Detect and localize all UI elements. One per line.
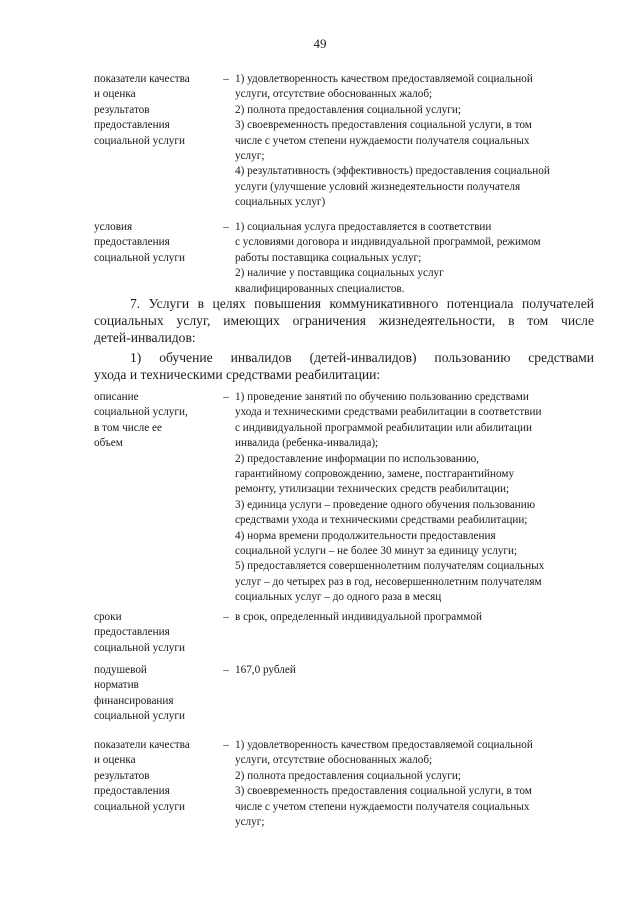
value-line: социальной услуги – не более 30 минут за единицу услуги; (235, 545, 518, 558)
conditions-row (94, 220, 594, 300)
row-value (235, 72, 597, 211)
label-line: условия (94, 221, 133, 233)
value-line: 4) результативность (эффективность) предоставления социальной (235, 165, 550, 178)
value-line: ухода и техническими средствами реабилитации в соответствии (235, 406, 542, 419)
value-line: 1) удовлетворенность качеством предоставляемой социальной (235, 739, 533, 751)
value-line: 5) предоставляется совершеннолетним получателям социальных (235, 560, 545, 573)
row-value (235, 738, 597, 830)
label-line: предоставления (94, 626, 170, 639)
value-line: социальных услуг – до одного раза в месяц (235, 591, 442, 604)
dash-separator: – (223, 221, 229, 233)
paragraph-line: социальных услуг, имеющих ограничения жизнедеятельности, в том числе (94, 312, 594, 328)
paragraph-line: 1) обучение инвалидов (детей-инвалидов) пользованию средствами (130, 350, 594, 365)
value-line: 1) удовлетворенность качеством предоставляемой социальной (235, 73, 533, 85)
dash-separator: – (223, 664, 229, 676)
value-line: 2) полнота предоставления социальной услуги; (235, 103, 461, 116)
row-label (94, 663, 214, 725)
row-value (235, 220, 597, 297)
value-line: 2) наличие у поставщика социальных услуг (235, 267, 444, 280)
label-line: подушевой (94, 664, 147, 676)
value-line: 3) своевременность предоставления социальной услуги, в том (235, 119, 532, 132)
label-line: социальной услуги (94, 710, 185, 723)
row-label (94, 390, 214, 452)
value-line: 3) своевременность предоставления социальной услуги, в том (235, 785, 532, 798)
paragraph-line: ухода и техническими средствами реабилитации: (94, 366, 381, 382)
value-line: 4) норма времени продолжительности предоставления (235, 529, 496, 542)
label-line: показатели качества (94, 73, 190, 85)
label-line: финансирования (94, 694, 174, 707)
label-line: объем (94, 437, 123, 450)
label-line: в том числе ее (94, 421, 162, 434)
label-line: предоставления (94, 119, 170, 132)
row-label (94, 220, 214, 266)
value-line: услуг – до четырех раз в год, несовершеннолетним получателям (235, 575, 542, 588)
paragraph-line: 7. Услуги в целях повышения коммуникативного потенциала получателей (130, 296, 594, 311)
label-line: и оценка (94, 754, 136, 767)
value-line: услуг; (235, 150, 265, 163)
value-line: в срок, определенный индивидуальной программой (235, 611, 482, 623)
label-line: социальной услуги, (94, 406, 188, 419)
label-line: описание (94, 391, 139, 403)
value-line: услуг; (235, 816, 265, 829)
value-line: 2) предоставление информации по использованию, (235, 452, 480, 465)
value-line: квалифицированных специалистов. (235, 282, 405, 295)
label-line: социальной услуги (94, 800, 185, 813)
value-line: 2) полнота предоставления социальной услуги; (235, 769, 461, 782)
label-line: предоставления (94, 236, 170, 249)
label-line: и оценка (94, 88, 136, 101)
value-line: с индивидуальной программой реабилитации или абилитации (235, 421, 532, 434)
quality-indicators-row (94, 738, 594, 833)
label-line: показатели качества (94, 739, 190, 751)
page-number: 49 (313, 36, 327, 51)
label-line: предоставления (94, 785, 170, 798)
value-line: числе с учетом степени нуждаемости получателя социальных (235, 134, 530, 147)
label-line: социальной услуги (94, 641, 185, 654)
value-line: 1) проведение занятий по обучению пользованию средствами (235, 391, 529, 403)
dash-separator: – (223, 73, 229, 85)
section-7-heading (94, 296, 594, 346)
label-line: социальной услуги (94, 251, 185, 264)
value-line: с условиями договора и индивидуальной программой, режимом (235, 236, 541, 249)
value-line: 167,0 рублей (235, 664, 296, 676)
dash-separator: – (223, 611, 229, 623)
value-line: услуги (улучшение условий жизнедеятельности получателя (235, 180, 521, 193)
label-line: результатов (94, 769, 150, 782)
dash-separator: – (223, 391, 229, 403)
row-label (94, 610, 214, 656)
value-line: 3) единица услуги – проведение одного обучения пользованию (235, 498, 536, 511)
value-line: средствами ухода и техническими средствами реабилитации; (235, 514, 528, 527)
value-line: числе с учетом степени нуждаемости получателя социальных (235, 800, 530, 813)
row-value (235, 663, 597, 678)
value-line: ремонту, утилизации технических средств реабилитации; (235, 483, 510, 496)
value-line: инвалида (ребенка-инвалида); (235, 437, 379, 450)
row-value (235, 610, 597, 625)
label-line: результатов (94, 103, 150, 116)
row-label (94, 738, 214, 815)
description-row (94, 390, 594, 605)
quality-indicators-row (94, 72, 594, 212)
label-line: социальной услуги (94, 134, 185, 147)
dash-separator: – (223, 739, 229, 751)
label-line: сроки (94, 611, 122, 623)
value-line: работы поставщика социальных услуг; (235, 251, 422, 264)
terms-row (94, 610, 594, 660)
value-line: социальных услуг) (235, 196, 326, 209)
row-value (235, 390, 597, 606)
value-line: 1) социальная услуга предоставляется в соответствии (235, 221, 492, 233)
funding-standard-row (94, 663, 594, 725)
value-line: гарантийному сопровождению, замене, постгарантийному (235, 468, 515, 481)
value-line: услуги, отсутствие обоснованных жалоб; (235, 88, 433, 101)
paragraph-line: детей-инвалидов: (94, 329, 196, 345)
value-line: услуги, отсутствие обоснованных жалоб; (235, 754, 433, 767)
label-line: норматив (94, 679, 139, 692)
subsection-1-heading (94, 350, 594, 384)
row-label (94, 72, 214, 149)
